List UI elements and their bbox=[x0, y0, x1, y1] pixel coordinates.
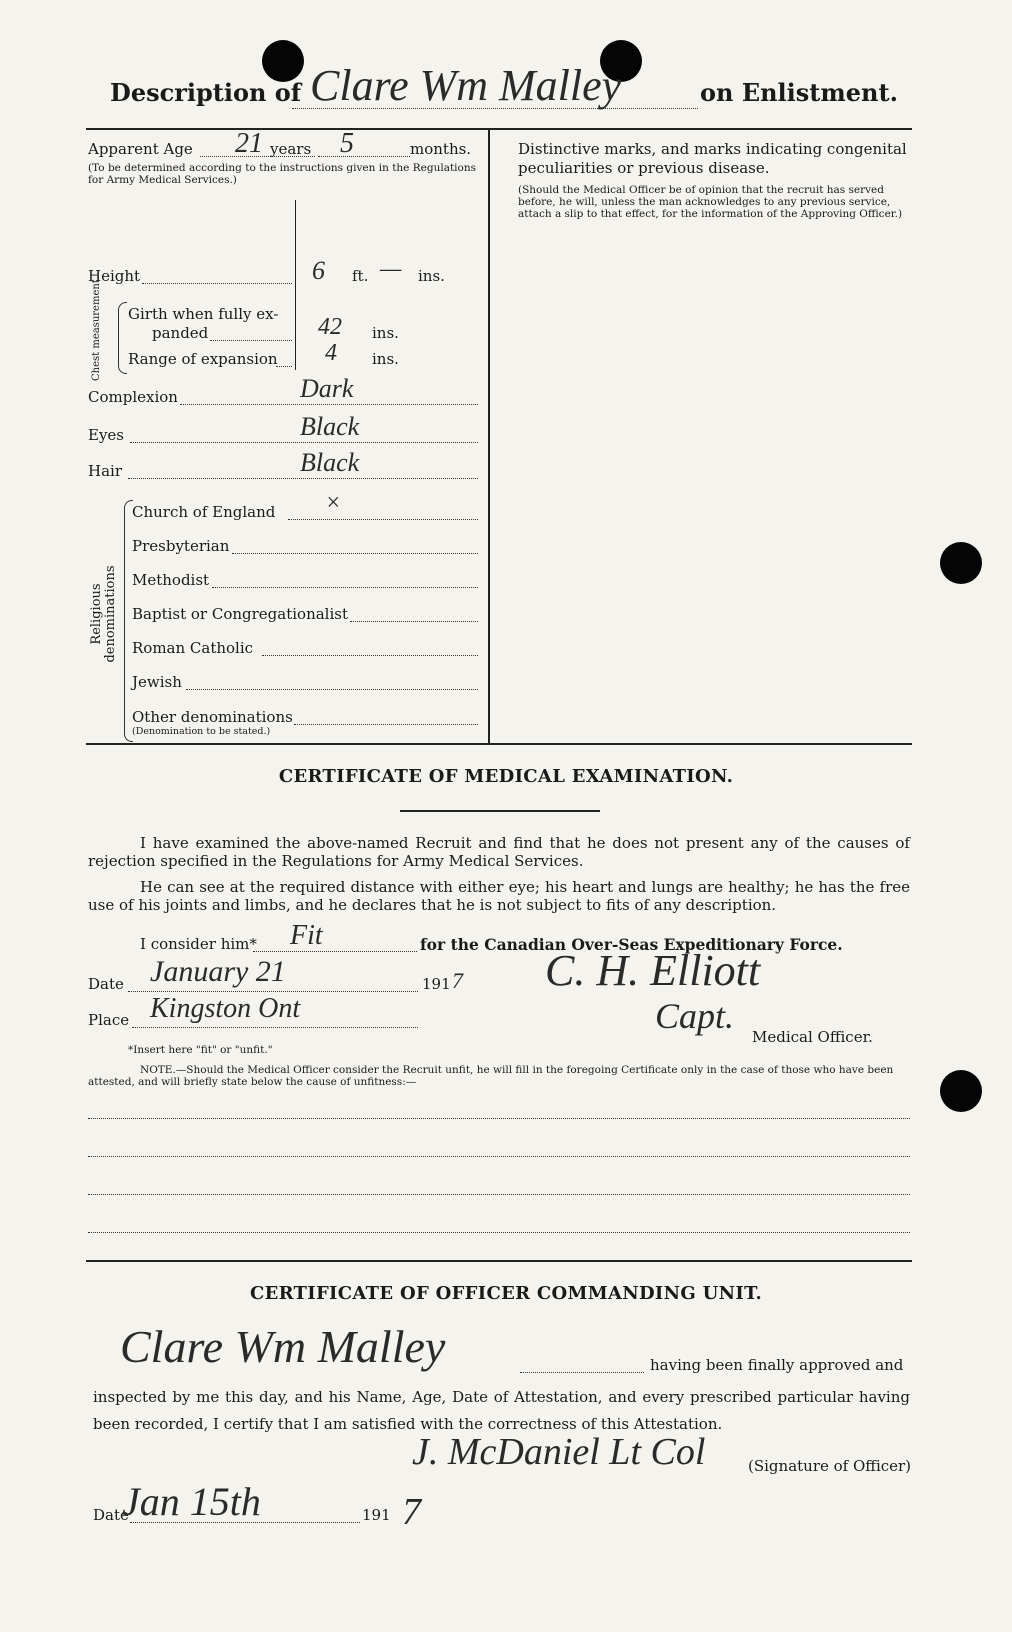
consider-label: I consider him* bbox=[140, 935, 257, 953]
range-line bbox=[276, 366, 292, 367]
range-ins-label: ins. bbox=[372, 350, 399, 368]
complexion-value: Dark bbox=[300, 374, 354, 403]
range-value: 4 bbox=[325, 340, 337, 366]
insert-note: *Insert here "fit" or "unfit." bbox=[128, 1044, 273, 1056]
religion-church-of-england-mark: × bbox=[325, 490, 342, 516]
religion-other: Other denominations bbox=[132, 708, 293, 726]
unfitness-line-2 bbox=[88, 1156, 910, 1157]
medical-year-digit: 7 bbox=[452, 968, 463, 993]
religion-church-of-england-line bbox=[288, 519, 478, 520]
commanding-recruit-name: Clare Wm Malley bbox=[120, 1321, 446, 1372]
complexion-line bbox=[180, 404, 478, 405]
height-in-value: — bbox=[380, 256, 402, 282]
commanding-text-2: inspected by me this day, and his Name, Age, Date of Attestation, and every prescribed particular having been recorded, I certify that I am satisfied with the correctness of this Attestation. bbox=[93, 1388, 910, 1433]
fit-value: Fit bbox=[290, 920, 323, 951]
medical-officer-rank: Capt. bbox=[655, 996, 735, 1036]
girth-value: 42 bbox=[318, 314, 342, 340]
medical-officer-signature: C. H. Elliott bbox=[545, 946, 761, 995]
age-note: (To be determined according to the instructions given in the Regulations for Army Medical Services.) bbox=[88, 162, 476, 186]
hair-line bbox=[128, 478, 478, 479]
medical-top-rule bbox=[86, 743, 912, 745]
distinctive-marks-label: Distinctive marks, and marks indicating congenital peculiarities or previous disease. bbox=[518, 140, 907, 177]
medical-place-line bbox=[132, 1027, 418, 1028]
girth-ins-label: ins. bbox=[372, 324, 399, 342]
ins-label: ins. bbox=[418, 267, 445, 285]
medical-para-2: He can see at the required distance with either eye; his heart and lungs are healthy; he has the free use of his joints and limbs, and he declares that he is not subject to fits of any description. bbox=[88, 878, 910, 914]
chest-brace bbox=[118, 302, 127, 374]
column-divider bbox=[488, 128, 490, 743]
recruit-name-handwritten: Clare Wm Malley bbox=[310, 61, 622, 110]
medical-note: NOTE.—Should the Medical Officer consider the Recruit unfit, he will fill in the foregoing Certificate only in the case of those who have been attested, and will briefly state below the cause of unfitness:— bbox=[88, 1064, 894, 1088]
unfitness-line-3 bbox=[88, 1194, 910, 1195]
religion-baptist: Baptist or Congregationalist bbox=[132, 605, 348, 623]
hair-label: Hair bbox=[88, 462, 122, 480]
hair-value: Black bbox=[300, 448, 360, 477]
commanding-name-line bbox=[520, 1372, 644, 1373]
religions-label-1: Religious bbox=[89, 583, 104, 645]
medical-date-value: January 21 bbox=[150, 955, 286, 988]
medical-place-label: Place bbox=[88, 1011, 130, 1029]
religion-presbyterian: Presbyterian bbox=[132, 537, 230, 555]
commanding-year-digit: 7 bbox=[402, 1491, 421, 1533]
religion-jewish: Jewish bbox=[132, 673, 182, 691]
title-prefix: Description of bbox=[110, 78, 302, 107]
commanding-top-rule bbox=[86, 1260, 912, 1262]
height-line bbox=[142, 283, 292, 284]
medical-year-prefix: 191 bbox=[422, 975, 451, 993]
unfitness-line-1 bbox=[88, 1118, 910, 1119]
months-label: months. bbox=[410, 140, 472, 158]
denomination-note: (Denomination to be stated.) bbox=[132, 726, 271, 737]
height-ft-value: 6 bbox=[312, 256, 325, 285]
unfitness-line-4 bbox=[88, 1232, 910, 1233]
years-label: years bbox=[270, 140, 312, 158]
religion-baptist-line bbox=[350, 621, 478, 622]
girth-label-2: panded bbox=[152, 324, 209, 342]
eyes-value: Black bbox=[300, 412, 360, 441]
eyes-line bbox=[130, 442, 478, 443]
medical-date-label: Date bbox=[88, 975, 124, 993]
age-months-line bbox=[318, 156, 410, 157]
height-divider bbox=[295, 200, 296, 370]
medical-para-1: I have examined the above-named Recruit and find that he does not present any of the causes of rejection specified in the Regulations for Army Medical Services. bbox=[88, 834, 910, 870]
commanding-heading: CERTIFICATE OF OFFICER COMMANDING UNIT. bbox=[249, 1283, 763, 1304]
girth-label-1: Girth when fully ex- bbox=[128, 305, 279, 323]
commanding-date-value: Jan 15th bbox=[122, 1479, 261, 1524]
commanding-year-prefix: 191 bbox=[362, 1506, 391, 1524]
eyes-label: Eyes bbox=[88, 426, 124, 444]
age-months-value: 5 bbox=[340, 128, 354, 159]
distinctive-marks-note: (Should the Medical Officer be of opinion that the recruit has served before, he will, unless the man acknowledges to any previous service, attach a slip to that effect, for the information of the Approving Officer.) bbox=[518, 184, 903, 220]
punch-hole-top-left bbox=[262, 40, 304, 82]
medical-heading: CERTIFICATE OF MEDICAL EXAMINATION. bbox=[278, 766, 734, 787]
religion-methodist: Methodist bbox=[132, 571, 210, 589]
punch-hole-right-lower bbox=[940, 1070, 982, 1112]
commanding-signature-label: (Signature of Officer) bbox=[748, 1457, 912, 1475]
fit-line bbox=[253, 951, 417, 952]
commanding-text-1: having been finally approved and bbox=[650, 1356, 904, 1374]
commanding-date-label: Date bbox=[93, 1506, 129, 1524]
religions-label-2: denominations bbox=[103, 565, 118, 663]
apparent-age-label: Apparent Age bbox=[88, 140, 193, 158]
religion-church-of-england: Church of England bbox=[132, 503, 276, 521]
commanding-officer-signature: J. McDaniel Lt Col bbox=[412, 1431, 706, 1473]
religion-jewish-line bbox=[186, 689, 478, 690]
religion-methodist-line bbox=[212, 587, 478, 588]
age-years-value: 21 bbox=[235, 128, 263, 159]
height-label: Height bbox=[88, 267, 141, 285]
range-label: Range of expansion bbox=[128, 350, 278, 368]
girth-line bbox=[210, 340, 292, 341]
ft-label: ft. bbox=[352, 267, 369, 285]
complexion-label: Complexion bbox=[88, 388, 178, 406]
title-suffix: on Enlistment. bbox=[700, 78, 898, 107]
chest-measurement-label: Chest measurement. bbox=[91, 275, 102, 381]
punch-hole-right-middle bbox=[940, 542, 982, 584]
medical-officer-label: Medical Officer. bbox=[752, 1028, 873, 1046]
religion-roman-catholic-line bbox=[262, 655, 478, 656]
religion-roman-catholic: Roman Catholic bbox=[132, 639, 254, 657]
medical-date-line bbox=[128, 991, 418, 992]
medical-place-value: Kingston Ont bbox=[150, 993, 301, 1024]
religion-other-line bbox=[294, 724, 478, 725]
religion-presbyterian-line bbox=[232, 553, 478, 554]
force-label: for the Canadian Over-Seas Expeditionary Force. bbox=[420, 935, 843, 954]
header-rule bbox=[86, 128, 912, 130]
medical-heading-underline bbox=[400, 810, 600, 812]
